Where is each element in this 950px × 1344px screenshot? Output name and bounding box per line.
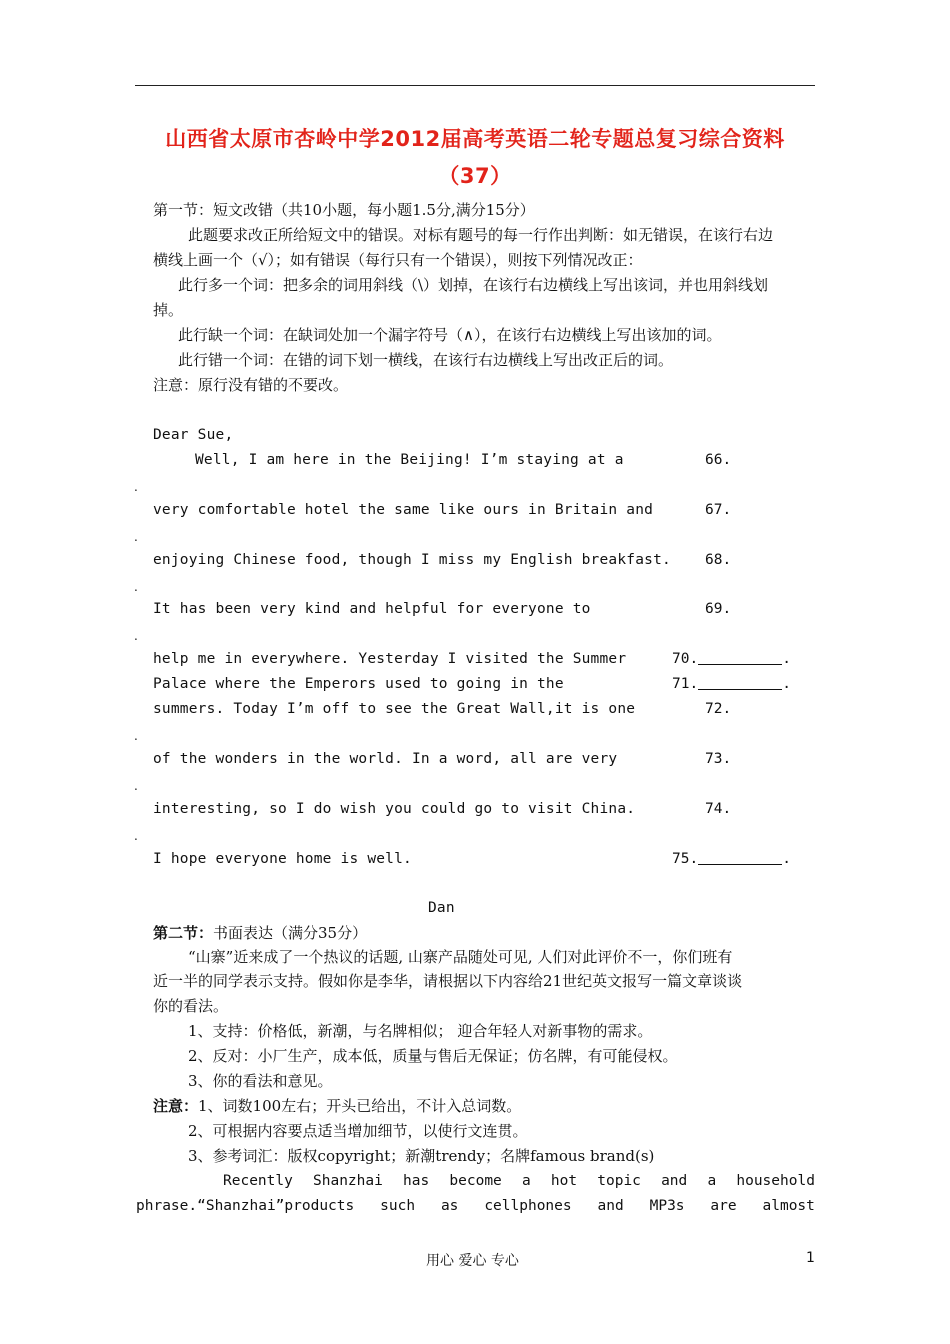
- section1-heading: 第一节：短文改错（共10小题，每小题1.5分,满分15分）: [153, 201, 535, 219]
- question-number: 69.: [705, 601, 732, 617]
- essay-word: a: [707, 1173, 717, 1189]
- document-title-number: （37）: [438, 164, 512, 188]
- footer-motto: 用心 爱心 专心: [426, 1253, 519, 1269]
- margin-dot: .: [134, 779, 138, 793]
- note-label: 注意：: [153, 1097, 199, 1115]
- header-rule: [135, 85, 815, 86]
- letter-line: Palace where the Emperors used to going in the: [153, 676, 564, 692]
- answer-slot: [672, 674, 791, 694]
- margin-dot: .: [134, 580, 138, 594]
- essay-word: MP3s: [649, 1198, 685, 1214]
- note-line: 注意：原行没有错的不要改。: [153, 376, 349, 394]
- essay-word: phrase.“Shanzhai”products: [136, 1198, 355, 1214]
- instruction-line: 此行多一个词：把多余的词用斜线（\）划掉，在该行右边横线上写出该词，并也用斜线划: [178, 276, 769, 294]
- letter-line: interesting, so I do wish you could go to visit China.: [153, 801, 636, 817]
- letter-greeting: Dear Sue,: [153, 427, 234, 443]
- answer-blank[interactable]: [698, 675, 782, 690]
- essay-word: household: [736, 1173, 815, 1189]
- essay-word: such: [380, 1198, 416, 1214]
- question-number: 74.: [705, 801, 732, 817]
- essay-word: and: [661, 1173, 688, 1189]
- question-number: 67.: [705, 502, 732, 518]
- essay-word: and: [597, 1198, 624, 1214]
- instruction-line: 此行缺一个词：在缺词处加一个漏字符号（∧），在该行右边横线上写出该加的词。: [178, 326, 722, 344]
- section2-heading: [153, 923, 367, 943]
- answer-blank[interactable]: [698, 650, 782, 665]
- instruction-line: 横线上画一个（√）；如有错误（每行只有一个错误），则按下列情况改正：: [153, 251, 643, 269]
- letter-line: It has been very kind and helpful for everyone to: [153, 601, 591, 617]
- letter-line: I hope everyone home is well.: [153, 851, 412, 867]
- essay-word: become: [449, 1173, 502, 1189]
- letter-line: of the wonders in the world. In a word, all are very: [153, 751, 618, 767]
- essay-word: are: [710, 1198, 737, 1214]
- essay-word: topic: [597, 1173, 641, 1189]
- note-line: 2、可根据内容要点适当增加细节，以使行文连贯。: [188, 1122, 528, 1140]
- slot-period: .: [782, 651, 791, 667]
- prompt-item: 1、支持：价格低，新潮，与名牌相似； 迎合年轻人对新事物的需求。: [188, 1022, 653, 1040]
- margin-dot: .: [134, 729, 138, 743]
- letter-line: Well, I am here in the Beijing! I’m staying at a: [195, 452, 624, 468]
- letter-signature: Dan: [428, 900, 455, 916]
- letter-line: enjoying Chinese food, though I miss my English breakfast.: [153, 552, 671, 568]
- essay-line: [223, 1171, 815, 1191]
- note-line: 3、参考词汇：版权copyright；新潮trendy；名牌famous brand(s): [188, 1147, 655, 1165]
- prompt-line: “山寨”近来成了一个热议的话题, 山寨产品随处可见, 人们对此评价不一，你们班有: [188, 948, 733, 966]
- section2-heading-rest: 书面表达（满分35分）: [213, 924, 368, 942]
- essay-word: cellphones: [484, 1198, 572, 1214]
- essay-word: Recently: [223, 1173, 293, 1189]
- margin-dot: .: [134, 480, 138, 494]
- essay-word: Shanzhai: [313, 1173, 383, 1189]
- essay-word: as: [440, 1198, 459, 1214]
- note-text: 1、词数100左右；开头已给出，不计入总词数。: [198, 1097, 522, 1115]
- essay-word: almost: [762, 1198, 815, 1214]
- slot-period: .: [782, 676, 791, 692]
- margin-dot: .: [134, 629, 138, 643]
- question-number: 71.: [672, 676, 699, 692]
- letter-line: help me in everywhere. Yesterday I visited the Summer: [153, 651, 627, 667]
- question-number: 75.: [672, 851, 699, 867]
- document-title: 山西省太原市杏岭中学2012届高考英语二轮专题总复习综合资料: [165, 127, 785, 151]
- question-number: 66.: [705, 452, 732, 468]
- letter-line: very comfortable hotel the same like ours in Britain and: [153, 502, 654, 518]
- essay-word: a: [521, 1173, 531, 1189]
- prompt-item: 2、反对：小厂生产，成本低，质量与售后无保证；仿名牌，有可能侵权。: [188, 1047, 678, 1065]
- instruction-line: 此题要求改正所给短文中的错误。对标有题号的每一行作出判断：如无错误，在该行右边: [188, 226, 774, 244]
- question-number: 72.: [705, 701, 732, 717]
- instruction-line: 此行错一个词：在错的词下划一横线，在该行右边横线上写出改正后的词。: [178, 351, 674, 369]
- answer-slot: [672, 649, 791, 669]
- section2-heading-bold: 第二节：: [153, 924, 214, 942]
- note-line: [153, 1096, 521, 1116]
- question-number: 70.: [672, 651, 699, 667]
- margin-dot: .: [134, 829, 138, 843]
- margin-dot: .: [134, 530, 138, 544]
- page-number: 1: [806, 1250, 815, 1266]
- slot-period: .: [782, 851, 791, 867]
- prompt-line: 近一半的同学表示支持。假如你是李华，请根据以下内容给21世纪英文报写一篇文章谈谈: [153, 972, 743, 990]
- instruction-line: 掉。: [153, 301, 184, 319]
- question-number: 73.: [705, 751, 732, 767]
- essay-word: has: [403, 1173, 430, 1189]
- prompt-item: 3、你的看法和意见。: [188, 1072, 333, 1090]
- essay-line: [136, 1196, 815, 1216]
- essay-word: hot: [550, 1173, 578, 1189]
- question-number: 68.: [705, 552, 732, 568]
- answer-slot: [672, 849, 791, 869]
- prompt-line: 你的看法。: [153, 997, 229, 1015]
- letter-line: summers. Today I’m off to see the Great Wall,it is one: [153, 701, 636, 717]
- answer-blank[interactable]: [698, 850, 782, 865]
